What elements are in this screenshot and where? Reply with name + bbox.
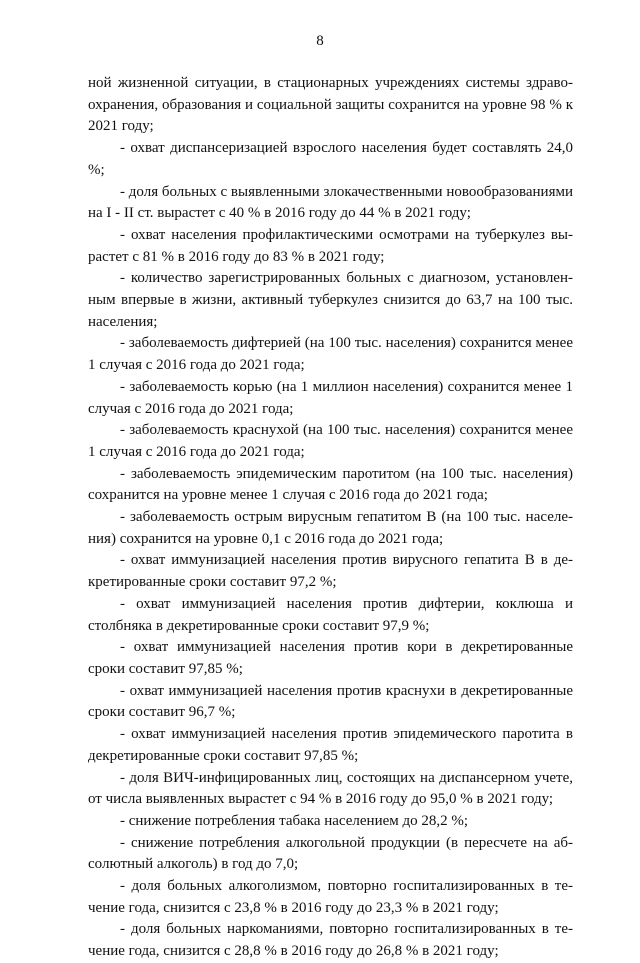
list-item-tobacco: - снижение потребления табака населением до 28,2 %; [120,812,469,829]
list-item-drug-addiction-readmission: - доля больных наркоманиями, повторно госпитализированных в течение года, снизится с 28,8 % в 2016 году до 26,8 % в 2021 году; [88,921,573,960]
list-item-hepatitis-b: - заболеваемость острым вирусным гепатитом В (на 100 тыс. населения) сохранится на уровне 0,1 с 2016 года до 2021 года; [88,509,573,547]
list-item-alcohol: - снижение потребления алкогольной продукции (в пересчете на абсолютный алкоголь) в год до 7,0; [88,834,573,873]
list-item-diphtheria: - заболеваемость дифтерией (на 100 тыс. населения) сохранится менее 1 случая с 2016 года до 2021 года; [88,335,573,374]
list-item-immunization-measles: - охват иммунизацией населения против кори в декретированные сроки составит 97,85 %; [88,639,573,677]
list-item-tb-screening: - охват населения профилактическими осмотрами на туберкулез вырастет с 81 % в 2016 году до 83 % в 2021 году; [88,226,573,265]
page-number: 8 [316,33,324,49]
document-body [88,73,573,963]
list-item-tb-incidence: - количество зарегистрированных больных с диагнозом, установленным впервые в жизни, активный туберкулез снизится до 63,7 на 100 тыс. населения; [88,270,573,330]
list-item-immunization-rubella: - охват иммунизацией населения против краснухи в декретированные сроки составит 96,7 %; [88,682,573,721]
list-item-measles: - заболеваемость корью (на 1 миллион населения) сохранится менее 1 случая с 2016 года до 2021 года; [88,378,573,417]
list-item-immunization-mumps: - охват иммунизацией населения против эпидемического паротита в декретированные сроки составит 97,85 %; [88,726,573,764]
list-item-immunization-dtp: - охват иммунизацией населения против дифтерии, коклюша и столбняка в декретированные сроки составит 97,9 %; [88,595,573,634]
list-item-alcoholism-readmission: - доля больных алкоголизмом, повторно госпитализированных в течение года, снизится с 23,8 % в 2016 году до 23,3 % в 2021 году; [88,878,573,916]
list-item-rubella: - заболеваемость краснухой (на 100 тыс. населения) сохранится менее 1 случая с 2016 года до 2021 года; [88,422,573,460]
list-item-hiv: - доля ВИЧ-инфицированных лиц, состоящих на диспансерном учете, от числа выявленных вырастет с 94 % в 2016 году до 95,0 % в 2021 году; [88,769,573,808]
list-item-immunization-hepatitis-b: - охват иммунизацией населения против вирусного гепатита В в декретированные сроки составит 97,2 %; [88,552,573,591]
paragraph-continuation: ной жизненной ситуации, в стационарных учреждениях системы здравоохранения, образования и социальной защиты сохранится на уровне 98 % к 2021 году; [88,75,573,135]
list-item-mumps: - заболеваемость эпидемическим паротитом (на 100 тыс. населения) сохранится на уровне менее 1 случая с 2016 года до 2021 года; [88,465,573,504]
list-item-malignant-neoplasms: - доля больных с выявленными злокачественными новообразованиями на I - II ст. вырастет с 40 % в 2016 году до 44 % в 2021 году; [88,183,573,222]
list-item-dispensarization: - охват диспансеризацией взрослого населения будет составлять 24,0 %; [88,140,573,178]
